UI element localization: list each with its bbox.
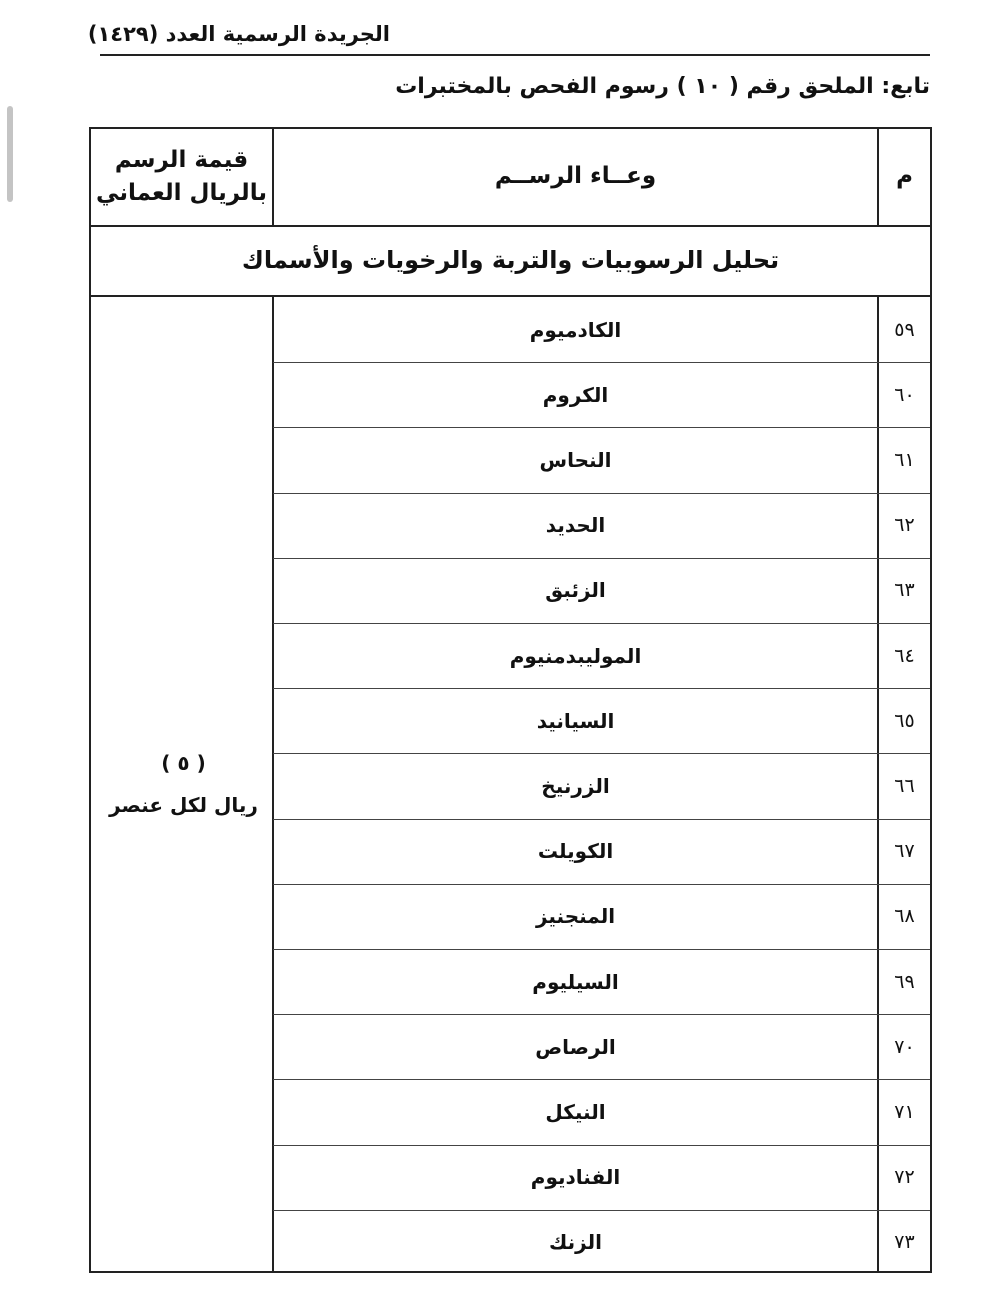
- row-number: ٧٣: [894, 1231, 915, 1254]
- table-header-row: [91, 129, 930, 227]
- row-number: ٧١: [894, 1100, 915, 1123]
- annex-title: تابع: الملحق رقم ( ١٠ ) رسوم الفحص بالمختبرات: [395, 74, 930, 99]
- row-number-cell: [879, 1079, 930, 1144]
- row-number: ٥٩: [894, 318, 915, 341]
- row-number-cell: [879, 1145, 930, 1210]
- row-number-cell: [879, 1014, 930, 1079]
- row-number-cell: [879, 493, 930, 558]
- row-number: ٧٢: [894, 1166, 915, 1189]
- row-number: ٦٦: [894, 774, 915, 797]
- header-fee-base-label: وعــاء الرســم: [494, 163, 657, 190]
- header-fee-value-line1: قيمة الرسم: [114, 146, 249, 173]
- header-number-label: م: [896, 163, 913, 190]
- row-name: الرصاص: [535, 1034, 616, 1059]
- row-name-cell: [274, 1014, 877, 1079]
- row-number-cell: [879, 688, 930, 753]
- row-name: الزئبق: [545, 578, 606, 603]
- row-name-cell: [274, 558, 877, 623]
- scrollbar-thumb[interactable]: [7, 106, 13, 202]
- row-number: ٦٨: [894, 905, 915, 928]
- header-fee-value: [91, 129, 272, 225]
- row-number: ٦٣: [894, 579, 915, 602]
- row-number-cell: [879, 362, 930, 427]
- header-fee-base: [274, 129, 877, 225]
- row-number: ٦١: [894, 448, 915, 471]
- row-number: ٦٧: [894, 840, 915, 863]
- section-title-row: [91, 225, 930, 297]
- row-number: ٦٥: [894, 709, 915, 732]
- row-name-cell: [274, 1210, 877, 1275]
- row-name: الكروم: [542, 382, 609, 407]
- row-number: ٦٩: [894, 970, 915, 993]
- row-name: الزنك: [549, 1230, 602, 1255]
- row-name-cell: [274, 753, 877, 818]
- row-name-cell: [274, 688, 877, 753]
- row-name: الكادميوم: [529, 317, 622, 342]
- row-name-cell: [274, 297, 877, 362]
- section-title: تحليل الرسوبيات والتربة والرخويات والأسماك: [241, 246, 780, 274]
- row-name: المنجنيز: [535, 904, 616, 929]
- row-number: ٦٠: [894, 383, 915, 406]
- header-number: [879, 129, 930, 225]
- row-name: الزرنيخ: [541, 773, 610, 798]
- header-divider: [877, 129, 879, 225]
- row-number: ٦٤: [894, 644, 915, 667]
- row-name-cell: [274, 427, 877, 492]
- row-number-cell: [879, 884, 930, 949]
- row-name-cell: [274, 1079, 877, 1144]
- header-divider: [272, 129, 274, 225]
- fee-unit: ريال لكل عنصر: [109, 793, 258, 817]
- row-name: الكويلت: [537, 839, 614, 864]
- row-name-cell: [274, 819, 877, 884]
- row-name: السيانيد: [536, 708, 615, 733]
- row-name: الموليبدمنيوم: [509, 643, 642, 668]
- row-number-cell: [879, 753, 930, 818]
- fee-amount: ( ٥ ): [161, 751, 206, 775]
- row-name: الفناديوم: [530, 1165, 621, 1190]
- fee-value-cell: [91, 297, 276, 1271]
- row-name: الحديد: [545, 513, 606, 538]
- row-name-cell: [274, 884, 877, 949]
- row-name-cell: [274, 1145, 877, 1210]
- row-name-cell: [274, 949, 877, 1014]
- row-name-cell: [274, 493, 877, 558]
- row-name-cell: [274, 362, 877, 427]
- row-number-cell: [879, 427, 930, 492]
- row-number-cell: [879, 623, 930, 688]
- gazette-title: الجريدة الرسمية العدد (١٤٢٩): [87, 22, 390, 46]
- row-name-cell: [274, 623, 877, 688]
- row-name: النحاس: [539, 447, 612, 472]
- gazette-header: [87, 18, 930, 56]
- row-number: ٦٢: [894, 514, 915, 537]
- row-name: السيليوم: [532, 969, 619, 994]
- row-name: النيكل: [545, 1099, 606, 1124]
- row-number-cell: [879, 1210, 930, 1275]
- fees-table: [89, 127, 932, 1273]
- row-number-cell: [879, 949, 930, 1014]
- header-fee-value-line2: بالريال العماني: [96, 180, 267, 206]
- row-number: ٧٠: [894, 1035, 915, 1058]
- row-number-cell: [879, 558, 930, 623]
- row-number-cell: [879, 297, 930, 362]
- row-number-cell: [879, 819, 930, 884]
